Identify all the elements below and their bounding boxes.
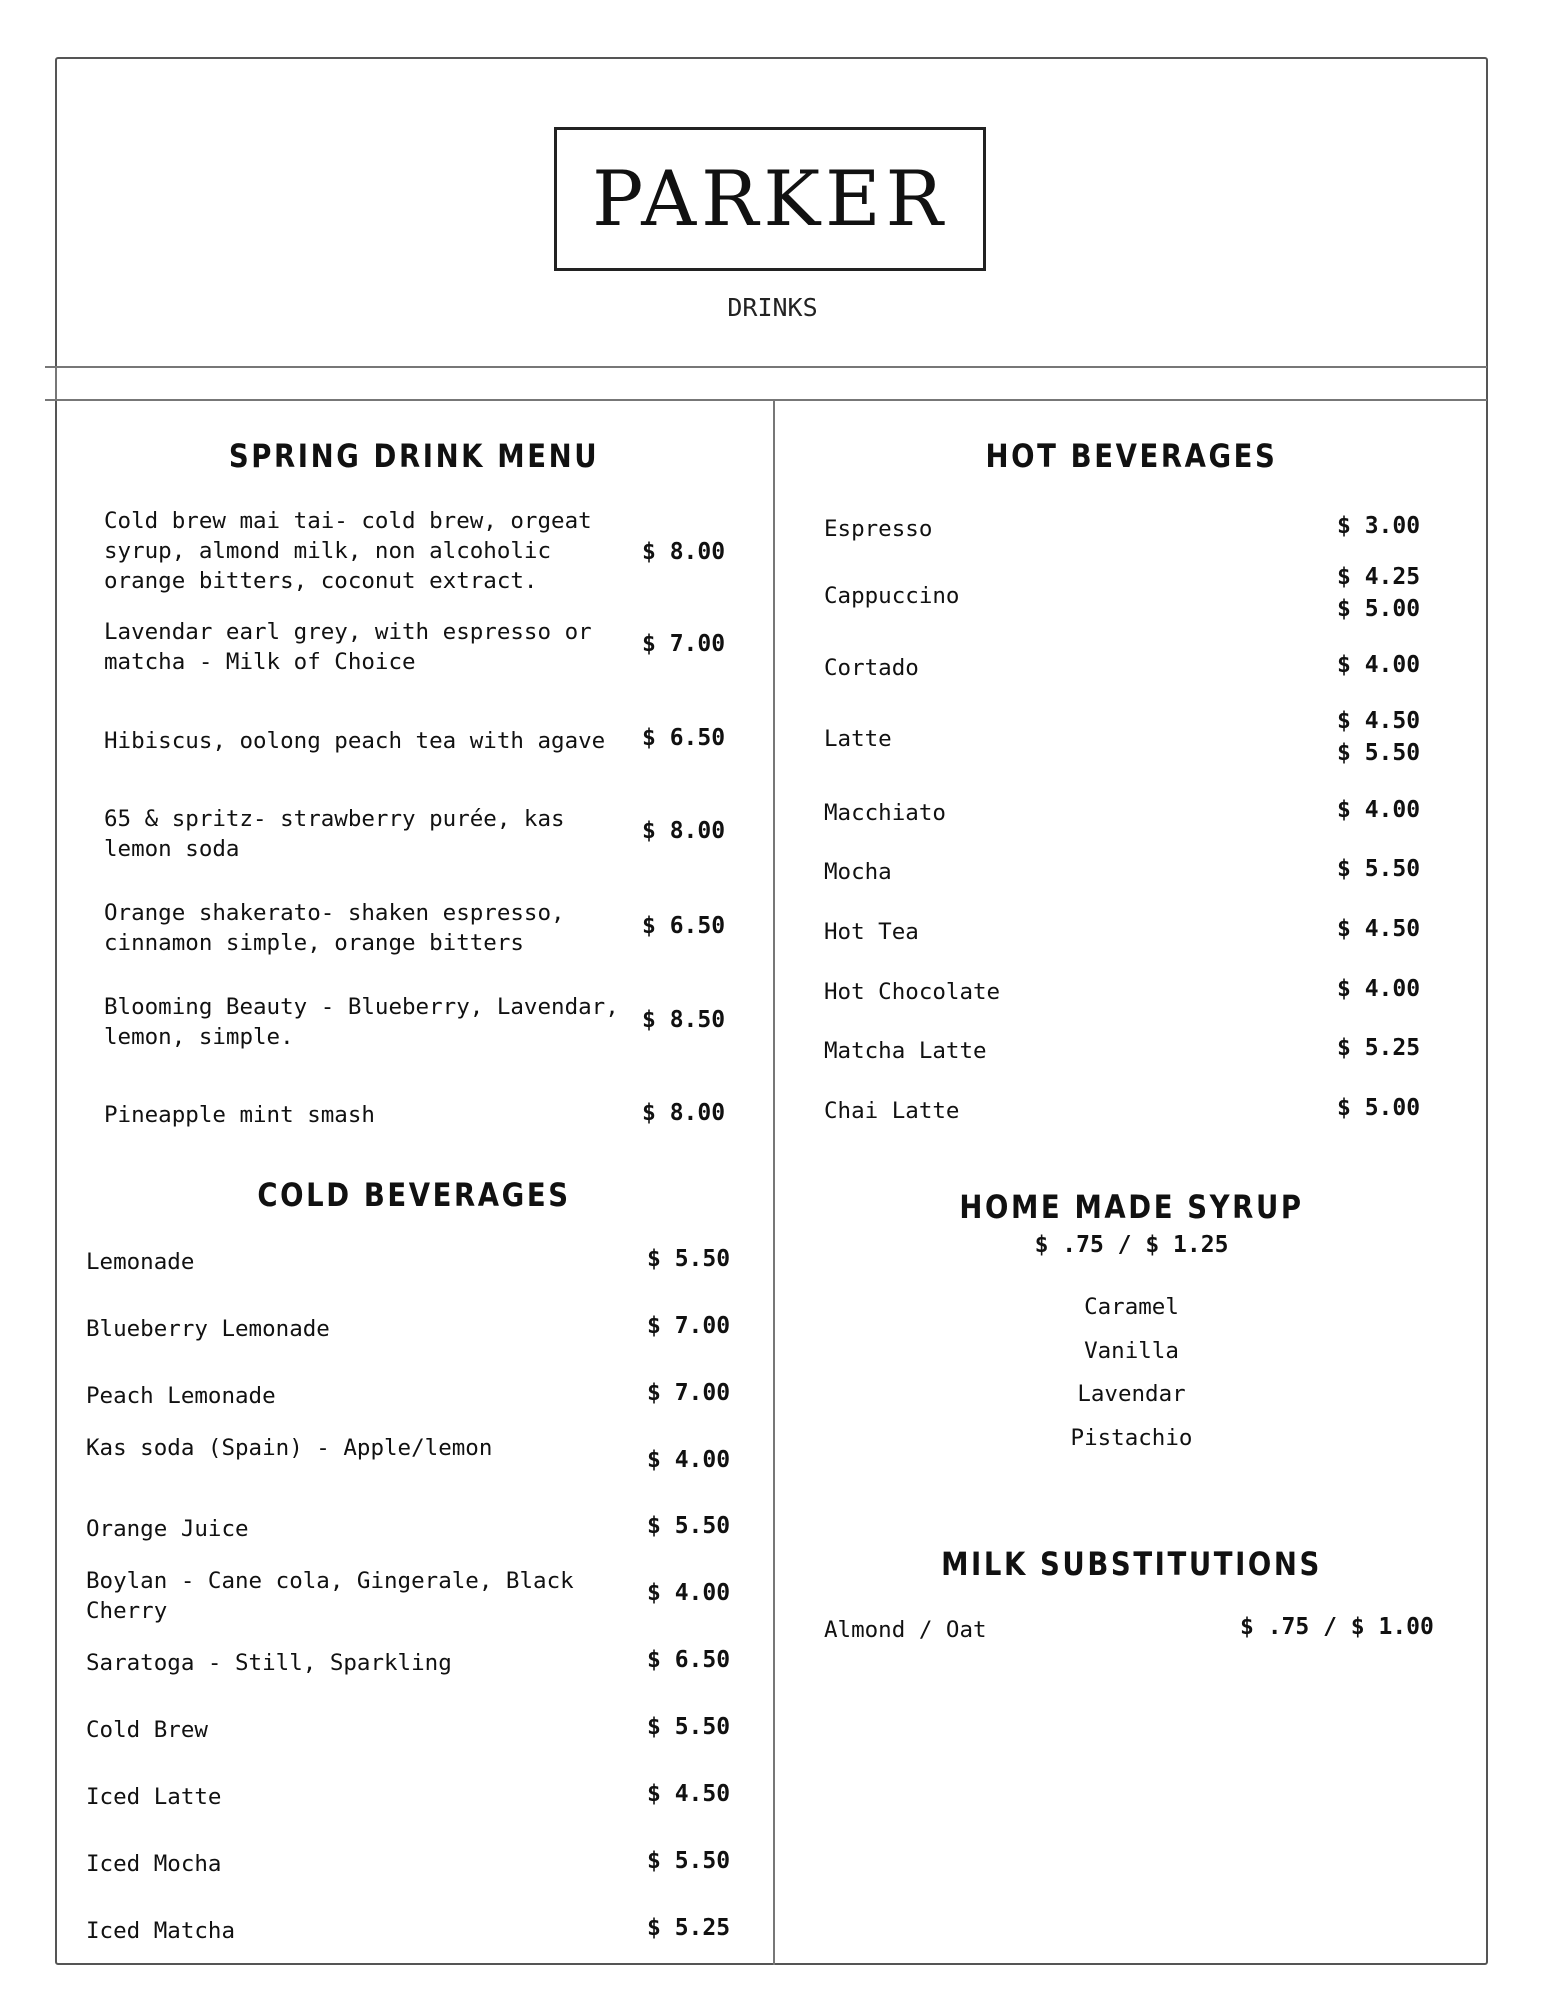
brand-logo [554,127,986,271]
cold-item-name: Saratoga - Still, Sparkling [86,1650,452,1676]
spring-item-price: $ 6.50 [642,913,726,939]
hot-item-price: $ 4.00 [1337,797,1421,823]
hot-beverages-heading: HOT BEVERAGES [985,437,1278,475]
cold-beverages-heading: COLD BEVERAGES [257,1176,571,1214]
spring-menu-heading: SPRING DRINK MENU [228,437,600,475]
hot-item-name: Cortado [824,655,919,681]
spring-item-price: $ 8.00 [642,818,726,844]
cold-item-price: $ 4.50 [647,1781,731,1807]
milk-heading: MILK SUBSTITUTIONS [941,1545,1322,1583]
cold-item-name: Iced Latte [86,1784,222,1810]
header-divider-join [55,366,57,401]
column-divider [773,399,775,1965]
syrup-price: $ .75 / $ 1.25 [1034,1232,1229,1258]
spring-item-price: $ 6.50 [642,725,726,751]
cold-item-name: Orange Juice [86,1516,249,1542]
hot-item-name: Matcha Latte [824,1038,987,1064]
hot-item-price: $ 4.00 [1337,976,1421,1002]
hot-item-name: Espresso [824,516,933,542]
cold-item-name: Iced Matcha [86,1918,236,1944]
hot-item-price: $ 4.00 [1337,652,1421,678]
spring-item-price: $ 8.50 [642,1007,726,1033]
milk-item-price: $ .75 / $ 1.00 [1240,1614,1434,1640]
hot-item-price-large: $ 5.50 [1337,740,1421,766]
hot-item-price: $ 4.25 [1337,564,1421,590]
cold-item-name: Kas soda (Spain) - Apple/lemon [86,1435,493,1461]
syrup-flavor: Lavendar [1077,1381,1186,1407]
hot-item-price: $ 5.50 [1337,856,1421,882]
cold-item-name: Lemonade [86,1249,195,1275]
spring-item-price: $ 8.00 [642,1100,726,1126]
syrup-flavor: Pistachio [1070,1425,1193,1451]
spring-item-name: Hibiscus, oolong peach tea with agave [104,728,606,754]
spring-item-name: Blooming Beauty - Blueberry, Lavendar, lemon, simple. [104,994,619,1050]
cold-item-price: $ 5.50 [647,1714,731,1740]
brand-name: PARKER [592,154,948,243]
cold-item-name: Cold Brew [86,1717,208,1743]
spring-item-name: 65 & spritz- strawberry purée, kas lemon soda [104,806,565,862]
cold-item-price: $ 7.00 [647,1380,731,1406]
cold-item-name: Peach Lemonade [86,1383,276,1409]
cold-item-price: $ 5.50 [647,1848,731,1874]
spring-item-name: Orange shakerato- shaken espresso, cinnamon simple, orange bitters [104,900,565,956]
hot-item-price: $ 5.00 [1337,1095,1421,1121]
syrup-heading: HOME MADE SYRUP [959,1188,1304,1226]
hot-item-name: Cappuccino [824,583,960,609]
cold-item-price: $ 7.00 [647,1313,731,1339]
header-divider-top [45,366,1487,368]
hot-item-name: Macchiato [824,800,946,826]
header-divider-bottom [45,399,1487,401]
hot-item-name: Chai Latte [824,1098,960,1124]
spring-item-price: $ 8.00 [642,539,726,565]
cold-item-price: $ 5.50 [647,1513,731,1539]
hot-item-price: $ 5.25 [1337,1035,1421,1061]
spring-item-name: Pineapple mint smash [104,1102,375,1128]
hot-item-price: $ 3.00 [1337,513,1421,539]
cold-item-price: $ 5.50 [647,1246,731,1272]
hot-item-price: $ 4.50 [1337,708,1421,734]
hot-item-price-large: $ 5.00 [1337,596,1421,622]
hot-item-price: $ 4.50 [1337,916,1421,942]
syrup-flavor: Caramel [1084,1294,1179,1320]
cold-item-price: $ 6.50 [647,1647,731,1673]
hot-item-name: Hot Chocolate [824,979,1001,1005]
hot-item-name: Latte [824,726,892,752]
cold-item-name: Iced Mocha [86,1851,222,1877]
cold-item-price: $ 4.00 [647,1580,731,1606]
hot-item-name: Hot Tea [824,919,919,945]
hot-item-name: Mocha [824,859,892,885]
cold-item-name: Boylan - Cane cola, Gingerale, Black Cherry [86,1568,574,1624]
syrup-flavor: Vanilla [1084,1338,1179,1364]
menu-subtitle: DRINKS [727,293,818,322]
cold-item-price: $ 5.25 [647,1915,731,1941]
cold-item-name: Blueberry Lemonade [86,1316,330,1342]
spring-item-name: Lavendar earl grey, with espresso or matcha - Milk of Choice [104,619,592,675]
spring-item-price: $ 7.00 [642,631,726,657]
cold-item-price: $ 4.00 [647,1447,731,1473]
spring-item-name: Cold brew mai tai- cold brew, orgeat syrup, almond milk, non alcoholic orange bitters, coconut extract. [104,508,592,594]
milk-item-name: Almond / Oat [824,1617,987,1643]
